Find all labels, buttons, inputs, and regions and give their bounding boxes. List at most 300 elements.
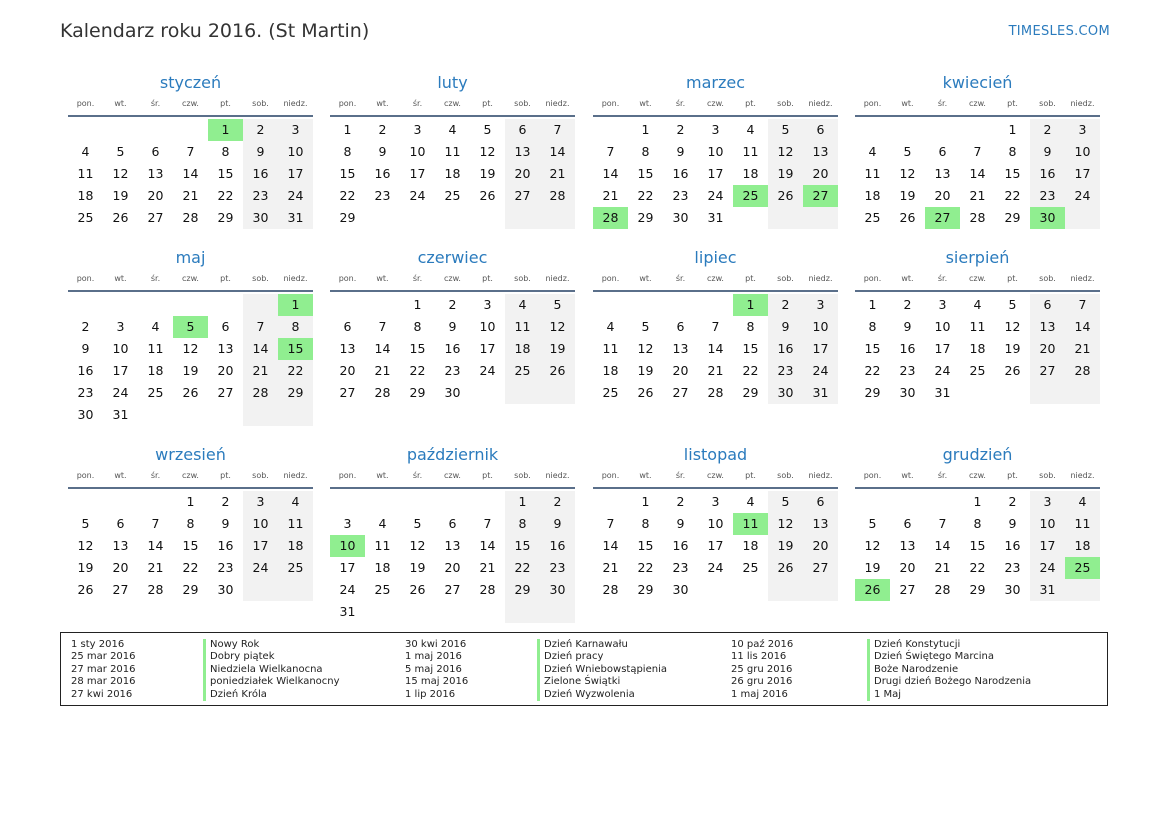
day-cell: 12 [479, 144, 496, 159]
day-cell: 12 [540, 316, 575, 338]
empty-day-cell [925, 491, 960, 513]
weekday-label: pt. [1007, 471, 1018, 480]
day-cell: 31 [803, 382, 838, 404]
day-cell: 1 [868, 297, 877, 312]
empty-day-cell [505, 382, 540, 404]
day-cell: 5 [1008, 297, 1017, 312]
weekday-label: sob. [252, 274, 269, 283]
day-cell: 8 [221, 144, 230, 159]
legend-holiday-name: Boże Narodzenie [874, 663, 959, 675]
weekday-label: sob. [514, 274, 531, 283]
day-cell: 8 [641, 144, 650, 159]
legend-col2-names [537, 639, 667, 701]
day-cell: 12 [112, 166, 129, 181]
weekday-label: śr. [675, 99, 686, 108]
day-cell: 7 [540, 119, 575, 141]
day-cell: 16 [243, 163, 278, 185]
day-cell: 14 [602, 166, 619, 181]
day-cell: 17 [707, 538, 724, 553]
day-cell: 7 [1065, 294, 1100, 316]
day-cell: 1 [505, 491, 540, 513]
day-cell: 29 [864, 385, 881, 400]
day-cell: 5 [483, 122, 492, 137]
empty-day-cell [365, 601, 400, 623]
month-name: sierpień [945, 248, 1010, 267]
weekday-label: czw. [969, 99, 986, 108]
day-cell: 26 [768, 185, 803, 207]
day-cell: 12 [899, 166, 916, 181]
day-cell: 3 [413, 122, 422, 137]
day-cell: 6 [151, 144, 160, 159]
empty-day-cell [208, 294, 243, 316]
weekday-label: niedz. [1070, 274, 1095, 283]
day-cell: 18 [374, 560, 391, 575]
day-grid [593, 119, 838, 229]
day-cell: 27 [339, 385, 356, 400]
day-cell: 25 [742, 560, 759, 575]
legend-holiday-name: 1 Maj [874, 688, 902, 700]
day-cell: 10 [479, 319, 496, 334]
legend-holiday-name: Nowy Rok [210, 639, 260, 650]
weekday-label: wt. [639, 471, 652, 480]
holiday-day-cell: 25 [733, 185, 768, 207]
day-cell: 24 [707, 560, 724, 575]
weekday-label: pon. [601, 99, 620, 108]
legend-holiday-name: Dzień Wniebowstąpienia [544, 663, 667, 675]
day-cell: 16 [540, 535, 575, 557]
day-cell: 23 [672, 560, 689, 575]
day-cell: 18 [742, 538, 759, 553]
day-cell: 8 [1008, 144, 1017, 159]
day-cell: 26 [637, 385, 654, 400]
empty-day-cell [1030, 382, 1065, 404]
day-cell: 20 [803, 163, 838, 185]
day-cell: 11 [1065, 513, 1100, 535]
day-cell: 15 [637, 166, 654, 181]
empty-day-cell [470, 382, 505, 404]
day-cell: 13 [934, 166, 951, 181]
day-cell: 12 [768, 513, 803, 535]
day-cell: 23 [768, 360, 803, 382]
day-cell: 17 [1065, 163, 1100, 185]
day-cell: 12 [77, 538, 94, 553]
day-cell: 20 [112, 560, 129, 575]
site-brand-link[interactable]: TIMESLES.COM [1008, 24, 1110, 39]
day-cell: 11 [147, 341, 164, 356]
day-cell: 19 [1004, 341, 1021, 356]
empty-day-cell [173, 119, 208, 141]
day-cell: 1 [186, 494, 195, 509]
day-cell: 27 [112, 582, 129, 597]
day-cell: 18 [444, 166, 461, 181]
day-cell: 8 [343, 144, 352, 159]
day-cell: 22 [969, 560, 986, 575]
day-cell: 23 [1004, 560, 1021, 575]
day-cell: 28 [934, 582, 951, 597]
empty-day-cell [68, 491, 103, 513]
day-cell: 1 [1008, 122, 1017, 137]
holiday-legend [60, 632, 1108, 706]
day-grid [593, 294, 838, 404]
weekday-label: sob. [777, 274, 794, 283]
month-name: czerwiec [417, 248, 488, 267]
weekday-label: pon. [601, 471, 620, 480]
day-cell: 6 [803, 119, 838, 141]
day-cell: 26 [77, 582, 94, 597]
day-cell: 23 [672, 188, 689, 203]
day-cell: 15 [339, 166, 356, 181]
day-cell: 5 [413, 516, 422, 531]
month-name: październik [406, 445, 499, 464]
day-cell: 16 [1004, 538, 1021, 553]
empty-day-cell [505, 207, 540, 229]
month-block [68, 247, 313, 426]
day-cell: 2 [676, 122, 685, 137]
day-cell: 17 [1030, 535, 1065, 557]
month-block [330, 72, 575, 229]
day-cell: 26 [182, 385, 199, 400]
day-cell: 30 [672, 210, 689, 225]
legend-date: 1 maj 2016 [405, 651, 462, 663]
day-cell: 13 [112, 538, 129, 553]
day-cell: 13 [1030, 316, 1065, 338]
day-cell: 11 [444, 144, 461, 159]
month-block [593, 72, 838, 229]
weekday-label: niedz. [545, 471, 570, 480]
weekday-label: wt. [639, 99, 652, 108]
day-cell: 14 [707, 341, 724, 356]
day-cell: 23 [243, 185, 278, 207]
legend-date: 1 lip 2016 [405, 688, 456, 700]
day-cell: 6 [938, 144, 947, 159]
legend-date: 15 maj 2016 [405, 676, 469, 688]
day-cell: 27 [444, 582, 461, 597]
day-cell: 30 [768, 382, 803, 404]
day-grid [68, 119, 313, 229]
weekday-label: wt. [901, 99, 914, 108]
day-cell: 15 [1004, 166, 1021, 181]
day-cell: 23 [77, 385, 94, 400]
day-cell: 16 [217, 538, 234, 553]
day-cell: 4 [505, 294, 540, 316]
empty-day-cell [855, 119, 890, 141]
weekday-header [330, 469, 575, 489]
empty-day-cell [540, 382, 575, 404]
day-cell: 11 [969, 319, 986, 334]
day-grid [330, 119, 575, 229]
day-cell: 10 [1065, 141, 1100, 163]
day-cell: 26 [409, 582, 426, 597]
holiday-day-cell: 27 [803, 185, 838, 207]
legend-holiday-name: Zielone Świątki [544, 676, 621, 688]
day-cell: 25 [278, 557, 313, 579]
empty-day-cell [138, 294, 173, 316]
day-cell: 21 [182, 188, 199, 203]
day-cell: 9 [676, 144, 685, 159]
month-name: listopad [683, 445, 748, 464]
empty-day-cell [663, 294, 698, 316]
weekday-label: niedz. [808, 274, 833, 283]
day-cell: 15 [969, 538, 986, 553]
day-cell: 21 [243, 360, 278, 382]
day-cell: 17 [707, 166, 724, 181]
day-cell: 19 [77, 560, 94, 575]
weekday-label: wt. [901, 274, 914, 283]
day-cell: 4 [81, 144, 90, 159]
weekday-label: śr. [150, 99, 161, 108]
day-cell: 28 [540, 185, 575, 207]
month-name: kwiecień [942, 73, 1013, 92]
day-cell: 11 [77, 166, 94, 181]
day-cell: 21 [602, 188, 619, 203]
day-cell: 9 [243, 141, 278, 163]
day-cell: 18 [1065, 535, 1100, 557]
day-cell: 4 [868, 144, 877, 159]
legend-holiday-name: Dzień Karnawału [544, 639, 628, 650]
day-grid [330, 294, 575, 404]
empty-day-cell [768, 207, 803, 229]
day-cell: 25 [505, 360, 540, 382]
empty-day-cell [243, 294, 278, 316]
day-cell: 13 [803, 513, 838, 535]
day-cell: 7 [938, 516, 947, 531]
empty-day-cell [435, 207, 470, 229]
day-cell: 22 [637, 560, 654, 575]
empty-day-cell [365, 294, 400, 316]
day-cell: 23 [374, 188, 391, 203]
empty-day-cell [628, 294, 663, 316]
legend-date: 27 mar 2016 [71, 663, 136, 675]
day-cell: 5 [81, 516, 90, 531]
day-cell: 24 [409, 188, 426, 203]
day-cell: 24 [1030, 557, 1065, 579]
day-cell: 14 [479, 538, 496, 553]
day-cell: 2 [540, 491, 575, 513]
legend-holiday-name: Dzień Konstytucji [874, 639, 961, 650]
day-cell: 30 [217, 582, 234, 597]
weekday-label: pon. [338, 274, 357, 283]
legend-date: 26 gru 2016 [731, 676, 793, 688]
weekday-label: wt. [901, 471, 914, 480]
day-cell: 10 [707, 144, 724, 159]
day-cell: 13 [803, 141, 838, 163]
day-cell: 6 [343, 319, 352, 334]
day-cell: 21 [707, 363, 724, 378]
weekday-label: pon. [338, 471, 357, 480]
day-cell: 10 [278, 141, 313, 163]
day-cell: 14 [540, 141, 575, 163]
day-cell: 9 [768, 316, 803, 338]
weekday-label: pt. [482, 471, 493, 480]
weekday-label: sob. [777, 99, 794, 108]
day-cell: 2 [448, 297, 457, 312]
weekday-label: czw. [182, 274, 199, 283]
day-cell: 16 [77, 363, 94, 378]
day-cell: 27 [505, 185, 540, 207]
day-cell: 21 [147, 560, 164, 575]
day-grid [68, 491, 313, 601]
day-cell: 26 [479, 188, 496, 203]
day-cell: 13 [899, 538, 916, 553]
weekday-label: czw. [182, 471, 199, 480]
legend-date: 30 kwi 2016 [405, 639, 467, 650]
empty-day-cell [435, 601, 470, 623]
day-cell: 2 [1030, 119, 1065, 141]
empty-day-cell [103, 491, 138, 513]
empty-day-cell [138, 404, 173, 426]
empty-day-cell [173, 404, 208, 426]
month-name: wrzesień [155, 445, 226, 464]
day-cell: 13 [147, 166, 164, 181]
day-cell: 29 [637, 210, 654, 225]
day-cell: 18 [147, 363, 164, 378]
holiday-day-cell: 10 [330, 535, 365, 557]
day-cell: 16 [768, 338, 803, 360]
day-cell: 3 [278, 119, 313, 141]
day-cell: 25 [374, 582, 391, 597]
day-cell: 27 [147, 210, 164, 225]
holiday-day-cell: 28 [593, 207, 628, 229]
month-name: marzec [685, 73, 745, 92]
legend-date: 11 lis 2016 [731, 651, 787, 663]
legend-col3-dates [731, 639, 793, 701]
day-cell: 13 [217, 341, 234, 356]
legend-col2-dates [405, 639, 468, 701]
day-cell: 30 [672, 582, 689, 597]
empty-day-cell [330, 491, 365, 513]
day-cell: 24 [803, 360, 838, 382]
day-cell: 15 [864, 341, 881, 356]
day-cell: 15 [217, 166, 234, 181]
day-cell: 16 [672, 166, 689, 181]
day-cell: 9 [676, 516, 685, 531]
day-cell: 14 [374, 341, 391, 356]
day-cell: 27 [672, 385, 689, 400]
day-grid [855, 491, 1100, 601]
day-cell: 30 [1004, 582, 1021, 597]
empty-day-cell [768, 579, 803, 601]
weekday-label: śr. [937, 274, 948, 283]
empty-day-cell [890, 491, 925, 513]
weekday-label: pt. [745, 99, 756, 108]
month-name: grudzień [942, 445, 1013, 464]
empty-day-cell [470, 601, 505, 623]
weekday-label: sob. [1039, 471, 1056, 480]
day-cell: 4 [746, 494, 755, 509]
day-cell: 10 [707, 516, 724, 531]
day-cell: 9 [903, 319, 912, 334]
empty-day-cell [698, 294, 733, 316]
day-cell: 19 [637, 363, 654, 378]
legend-holiday-name: Dzień pracy [544, 651, 604, 663]
day-cell: 7 [378, 319, 387, 334]
empty-day-cell [593, 119, 628, 141]
empty-day-cell [400, 601, 435, 623]
day-cell: 23 [217, 560, 234, 575]
legend-date: 1 maj 2016 [731, 688, 788, 700]
day-cell: 9 [1008, 516, 1017, 531]
day-cell: 16 [374, 166, 391, 181]
weekday-header [330, 97, 575, 117]
day-cell: 5 [768, 119, 803, 141]
empty-day-cell [400, 491, 435, 513]
legend-holiday-name: Niedziela Wielkanocna [210, 663, 323, 675]
day-cell: 14 [602, 538, 619, 553]
day-cell: 22 [409, 363, 426, 378]
weekday-label: pon. [338, 99, 357, 108]
day-cell: 23 [444, 363, 461, 378]
weekday-header [593, 469, 838, 489]
day-cell: 9 [81, 341, 90, 356]
empty-day-cell [243, 579, 278, 601]
day-cell: 22 [182, 560, 199, 575]
day-cell: 25 [444, 188, 461, 203]
day-cell: 17 [243, 535, 278, 557]
legend-holiday-name: Dobry piątek [210, 651, 275, 663]
legend-date: 28 mar 2016 [71, 676, 136, 688]
day-cell: 19 [409, 560, 426, 575]
day-cell: 23 [899, 363, 916, 378]
legend-date: 25 mar 2016 [71, 651, 136, 663]
day-cell: 24 [339, 582, 356, 597]
day-cell: 28 [479, 582, 496, 597]
day-cell: 10 [243, 513, 278, 535]
day-cell: 22 [742, 363, 759, 378]
day-cell: 28 [707, 385, 724, 400]
day-cell: 7 [483, 516, 492, 531]
day-cell: 24 [934, 363, 951, 378]
weekday-header [593, 272, 838, 292]
weekday-label: czw. [182, 99, 199, 108]
day-cell: 13 [444, 538, 461, 553]
day-cell: 26 [1004, 363, 1021, 378]
day-cell: 15 [409, 341, 426, 356]
legend-holiday-name: Dzień Wyzwolenia [544, 688, 635, 700]
day-cell: 4 [1065, 491, 1100, 513]
day-grid [593, 491, 838, 601]
empty-day-cell [505, 601, 540, 623]
day-cell: 6 [448, 516, 457, 531]
day-cell: 20 [803, 535, 838, 557]
month-block [593, 247, 838, 404]
weekday-label: sob. [1039, 274, 1056, 283]
day-cell: 28 [147, 582, 164, 597]
day-cell: 17 [803, 338, 838, 360]
day-cell: 11 [742, 144, 759, 159]
day-cell: 14 [934, 538, 951, 553]
weekday-label: śr. [675, 471, 686, 480]
weekday-label: pt. [482, 274, 493, 283]
weekday-label: pon. [863, 471, 882, 480]
day-cell: 3 [803, 294, 838, 316]
holiday-day-cell: 1 [208, 119, 243, 141]
day-cell: 11 [374, 538, 391, 553]
day-cell: 3 [938, 297, 947, 312]
empty-day-cell [138, 119, 173, 141]
day-cell: 1 [343, 122, 352, 137]
day-cell: 2 [378, 122, 387, 137]
empty-day-cell [330, 294, 365, 316]
weekday-label: śr. [937, 471, 948, 480]
day-cell: 31 [112, 407, 129, 422]
weekday-header [68, 97, 313, 117]
weekday-header [330, 272, 575, 292]
empty-day-cell [540, 207, 575, 229]
day-cell: 4 [746, 122, 755, 137]
day-cell: 16 [1030, 163, 1065, 185]
weekday-label: pon. [76, 471, 95, 480]
day-cell: 27 [1030, 360, 1065, 382]
